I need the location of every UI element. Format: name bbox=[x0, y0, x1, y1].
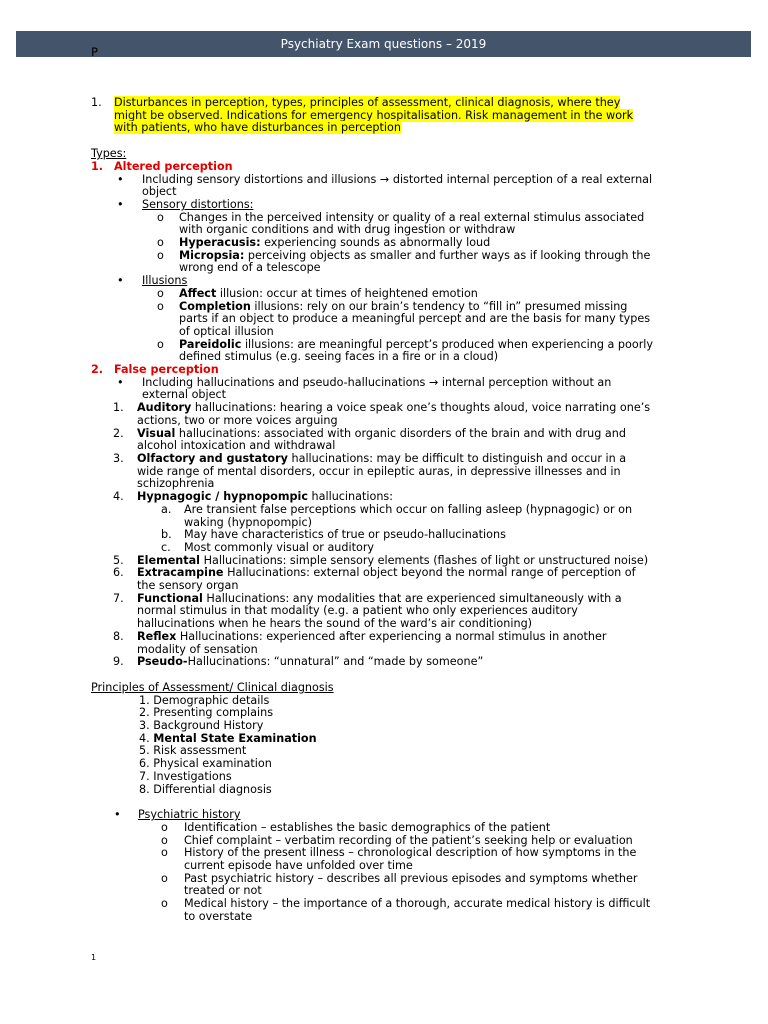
item-text: the sensory organ bbox=[137, 579, 239, 593]
item-text: perceiving objects as smaller and further ways as if looking through the bbox=[244, 248, 651, 262]
question-line: with patients, who have disturbances in perception bbox=[114, 121, 401, 135]
item-text: to overstate bbox=[184, 909, 253, 923]
circle-bullet-icon: o bbox=[161, 820, 168, 834]
bullet-icon: • bbox=[117, 172, 124, 186]
item-text: schizophrenia bbox=[137, 477, 215, 491]
circle-bullet-icon: o bbox=[161, 833, 168, 847]
item-text: Medical history – the importance of a thorough, accurate medical history is difficult bbox=[184, 897, 651, 911]
document-title: Psychiatry Exam questions – 2019 bbox=[280, 37, 487, 51]
item-text: Hallucinations: simple sensory elements (flashes of light or unstructured noise) bbox=[200, 553, 649, 567]
term: Affect bbox=[179, 286, 217, 300]
sub-heading: Psychiatric history bbox=[138, 808, 241, 822]
term: Completion bbox=[179, 299, 251, 313]
item-text: 4. bbox=[139, 731, 154, 745]
item-text: 2. Presenting complains bbox=[139, 706, 274, 720]
term: Pseudo- bbox=[137, 655, 188, 669]
item-text: 3. Background History bbox=[139, 719, 264, 733]
item-text: Hallucinations: any modalities that are experienced simultaneously with a bbox=[202, 591, 622, 605]
question-line: Disturbances in perception, types, principles of assessment, clinical diagnosis, where they bbox=[114, 96, 621, 109]
list-item bbox=[0, 873, 768, 886]
item-letter: b. bbox=[161, 528, 172, 542]
item-number: 6. bbox=[113, 566, 124, 580]
item-text: Changes in the perceived intensity or quality of a real external stimulus associated bbox=[179, 210, 645, 224]
circle-bullet-icon: o bbox=[157, 299, 164, 313]
item-text: actions, two or more voices arguing bbox=[137, 413, 338, 427]
document-body bbox=[0, 97, 768, 924]
item-text: with organic conditions and with drug ingestion or withdraw bbox=[179, 223, 516, 237]
false-number: 2. bbox=[91, 363, 104, 377]
list-item bbox=[0, 504, 768, 517]
item-number: 8. bbox=[113, 629, 124, 643]
circle-bullet-icon: o bbox=[157, 210, 164, 224]
circle-bullet-icon: o bbox=[161, 846, 168, 860]
list-item bbox=[0, 707, 768, 720]
question bbox=[0, 97, 768, 135]
item-text: Hallucinations: “unnatural” and “made by someone” bbox=[187, 655, 484, 669]
term: Reflex bbox=[137, 629, 177, 643]
list-item bbox=[0, 758, 768, 771]
term: Extracampine bbox=[137, 566, 224, 580]
list-item bbox=[0, 720, 768, 733]
list-item bbox=[0, 567, 768, 580]
item-text: Including sensory distortions and illusions → distorted internal perception of a real external bbox=[142, 172, 653, 186]
term: Functional bbox=[137, 591, 203, 605]
term: Hypnagogic / hypnopompic bbox=[137, 490, 308, 504]
item-text: hallucinations: hearing a voice speak one’s thoughts aloud, voice narrating one’s bbox=[191, 401, 651, 415]
list-item bbox=[0, 695, 768, 708]
types-heading: Types: bbox=[91, 147, 127, 161]
item-text: Including hallucinations and pseudo-hallucinations → internal perception without an bbox=[142, 375, 612, 389]
item-text: normal stimulus in that modality (e.g. a patient who only experiences auditory bbox=[137, 604, 578, 618]
item-text: Chief complaint – verbatim recording of the patient’s seeking help or evaluation bbox=[184, 833, 633, 847]
item-text: external object bbox=[142, 388, 227, 402]
principles-heading: Principles of Assessment/ Clinical diagnosis bbox=[91, 680, 334, 694]
item-text: illusions: are meaningful percept’s produced when experiencing a poorly bbox=[241, 337, 654, 351]
item-text: Identification – establishes the basic demographics of the patient bbox=[184, 820, 551, 834]
item-text: hallucinations: may be difficult to distinguish and occur in a bbox=[287, 451, 627, 465]
sub-heading: Illusions bbox=[142, 274, 188, 288]
item-text: illusions: rely on our brain’s tendency to “fill in” presumed missing bbox=[250, 299, 628, 313]
item-number: 5. bbox=[113, 553, 124, 567]
list-item bbox=[0, 428, 768, 441]
list-item bbox=[0, 898, 768, 911]
item-text: 1. Demographic details bbox=[139, 693, 270, 707]
item-number: 9. bbox=[113, 655, 124, 669]
term: Elemental bbox=[137, 553, 201, 567]
page-number: 1 bbox=[91, 953, 97, 962]
item-text: Most commonly visual or auditory bbox=[184, 540, 375, 554]
term: Auditory bbox=[137, 401, 192, 415]
item-text: Past psychiatric history – describes all previous episodes and symptoms whether bbox=[184, 871, 638, 885]
altered-title: Altered perception bbox=[114, 159, 233, 173]
item-text: modality of sensation bbox=[137, 642, 258, 656]
list-item bbox=[0, 784, 768, 797]
item-number: 3. bbox=[113, 451, 124, 465]
item-number: 4. bbox=[113, 490, 124, 504]
question-number: 1. bbox=[91, 96, 102, 109]
item-text: hallucinations: associated with organic disorders of the brain and with drug and bbox=[175, 426, 626, 440]
altered-number: 1. bbox=[91, 159, 104, 173]
term: Micropsia: bbox=[179, 248, 245, 262]
item-text: hallucinations: bbox=[307, 490, 394, 504]
list-item bbox=[0, 174, 768, 187]
bullet-icon: • bbox=[117, 274, 124, 288]
circle-bullet-icon: o bbox=[157, 286, 164, 300]
circle-bullet-icon: o bbox=[161, 871, 168, 885]
circle-bullet-icon: o bbox=[157, 337, 164, 351]
term: Olfactory and gustatory bbox=[137, 451, 288, 465]
list-item bbox=[0, 250, 768, 263]
item-text: defined stimulus (e.g. seeing faces in a fire or in a cloud) bbox=[179, 350, 499, 364]
term: Visual bbox=[137, 426, 176, 440]
item-text: History of the present illness – chronological description of how symptoms in the bbox=[184, 846, 637, 860]
item-text: waking (hypnopompic) bbox=[184, 515, 313, 529]
false-title: False perception bbox=[114, 363, 219, 377]
list-item bbox=[0, 529, 768, 542]
item-text: object bbox=[142, 185, 177, 199]
item-text: parts if an object to produce a meaningful percept and are the basis for many types bbox=[179, 312, 651, 326]
circle-bullet-icon: o bbox=[157, 248, 164, 262]
item-number: 2. bbox=[113, 426, 124, 440]
bullet-icon: • bbox=[117, 197, 124, 211]
list-item bbox=[0, 377, 768, 390]
circle-bullet-icon: o bbox=[157, 236, 164, 250]
list-item bbox=[0, 771, 768, 784]
bullet-icon: • bbox=[114, 808, 121, 822]
item-text: May have characteristics of true or pseudo-hallucinations bbox=[184, 528, 506, 542]
item-text: 8. Differential diagnosis bbox=[139, 782, 272, 796]
item-text: 5. Risk assessment bbox=[139, 744, 247, 758]
item-text: wide range of mental disorders, occur in epileptic auras, in depressive illnesses and in bbox=[137, 464, 621, 478]
item-text: wrong end of a telescope bbox=[179, 261, 321, 275]
item-text: of optical illusion bbox=[179, 324, 274, 338]
page-marker: P bbox=[91, 45, 98, 59]
item-number: 7. bbox=[113, 591, 124, 605]
list-item bbox=[0, 631, 768, 644]
item-text: treated or not bbox=[184, 884, 262, 898]
list-item bbox=[0, 402, 768, 415]
term: Hyperacusis: bbox=[179, 236, 261, 250]
item-letter: a. bbox=[161, 502, 172, 516]
item-text: current episode have unfolded over time bbox=[184, 859, 413, 873]
item-text: experiencing sounds as abnormally loud bbox=[260, 236, 491, 250]
item-text: Hallucinations: external object beyond the normal range of perception of bbox=[223, 566, 636, 580]
header-banner bbox=[16, 31, 751, 57]
item-text: Are transient false perceptions which occur on falling asleep (hypnagogic) or on bbox=[184, 502, 633, 516]
item-text: 7. Investigations bbox=[139, 769, 232, 783]
item-text: illusion: occur at times of heightened emotion bbox=[216, 286, 478, 300]
item-number: 1. bbox=[113, 401, 124, 415]
list-item bbox=[0, 733, 768, 746]
term: Mental State Examination bbox=[153, 731, 317, 745]
item-text: alcohol intoxication and withdrawal bbox=[137, 439, 336, 453]
item-text: hallucinations when he hears the sound of the ward’s air conditioning) bbox=[137, 617, 533, 631]
sub-heading: Sensory distortions: bbox=[142, 197, 254, 211]
item-text: Hallucinations: experienced after experiencing a normal stimulus in another bbox=[176, 629, 607, 643]
item-letter: c. bbox=[161, 540, 171, 554]
question-line: might be observed. Indications for emergency hospitalisation. Risk management in the work bbox=[114, 108, 634, 122]
circle-bullet-icon: o bbox=[161, 897, 168, 911]
term: Pareidolic bbox=[179, 337, 242, 351]
list-item bbox=[0, 745, 768, 758]
bullet-icon: • bbox=[117, 375, 124, 389]
item-text: 6. Physical examination bbox=[139, 757, 272, 771]
list-item bbox=[0, 656, 768, 669]
